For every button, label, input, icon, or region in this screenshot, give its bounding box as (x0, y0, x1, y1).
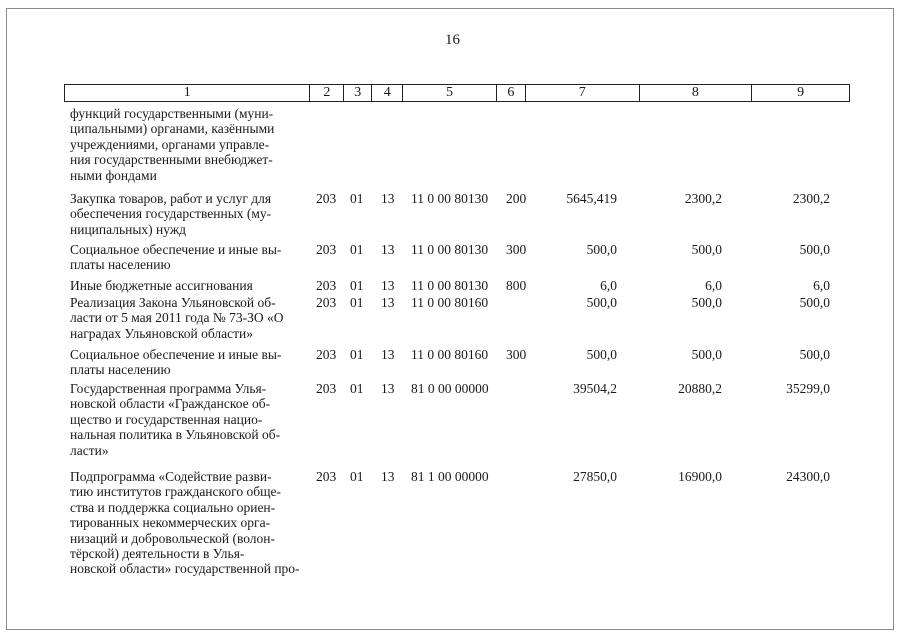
description-line: учреждениями, органами управле- (70, 136, 270, 152)
header-col-6: 6 (497, 85, 526, 101)
amount-col-7: 39504,2 (573, 381, 617, 396)
header-col-7: 7 (526, 85, 640, 101)
amount-col-7: 27850,0 (573, 469, 617, 484)
amount-col-8: 500,0 (691, 242, 722, 257)
code-section: 01 (350, 242, 364, 257)
description-line: Социальное обеспечение и иные вы- (70, 347, 282, 362)
code-section: 01 (350, 381, 364, 396)
amount-col-7: 6,0 (600, 278, 617, 293)
code-section: 01 (350, 469, 364, 484)
description-line: Реализация Закона Ульяновской об- (70, 295, 276, 310)
code-subsection: 13 (381, 278, 395, 293)
description-line: наградах Ульяновской области» (70, 325, 253, 341)
code-ministry: 203 (316, 295, 337, 310)
amount-col-8: 16900,0 (678, 469, 722, 484)
amount-col-7: 5645,419 (566, 191, 617, 206)
code-ministry: 203 (316, 242, 337, 257)
row-description (70, 381, 304, 458)
amount-col-9: 500,0 (799, 295, 830, 310)
amount-col-9: 500,0 (799, 347, 830, 362)
row-description (70, 347, 304, 378)
header-col-5: 5 (403, 85, 497, 101)
code-ministry: 203 (316, 469, 337, 484)
code-subsection: 13 (381, 347, 395, 362)
description-line: тированных некоммерческих орга- (70, 515, 271, 531)
row-description (70, 295, 304, 341)
description-line: Подпрограмма «Содействие разви- (70, 469, 272, 484)
code-subsection: 13 (381, 242, 395, 257)
code-section: 01 (350, 191, 364, 206)
amount-col-9: 500,0 (799, 242, 830, 257)
description-line: ласти от 5 мая 2011 года № 73-ЗО «О (70, 310, 284, 326)
amount-col-7: 500,0 (586, 295, 617, 310)
code-target-article: 11 0 00 80130 (411, 278, 489, 293)
amount-col-8: 500,0 (691, 295, 722, 310)
code-section: 01 (350, 278, 364, 293)
header-col-9: 9 (797, 85, 805, 100)
amount-col-9: 6,0 (813, 278, 830, 293)
code-ministry: 203 (316, 191, 337, 206)
description-line: ципальными) органами, казёнными (70, 121, 275, 137)
code-expense-type: 300 (506, 242, 527, 257)
code-target-article: 11 0 00 80160 (411, 347, 489, 362)
description-line: Социальное обеспечение и иные вы- (70, 242, 282, 257)
amount-col-8: 500,0 (691, 347, 722, 362)
page-number: 16 (445, 32, 460, 48)
code-subsection: 13 (381, 191, 395, 206)
amount-col-9: 24300,0 (786, 469, 830, 484)
description-line: ства и поддержка социально ориен- (70, 499, 276, 515)
description-line: ными фондами (70, 167, 157, 183)
code-subsection: 13 (381, 469, 395, 484)
amount-col-8: 20880,2 (678, 381, 722, 396)
description-line: щество и государственная нацио- (70, 411, 263, 427)
amount-col-9: 35299,0 (786, 381, 830, 396)
row-description (70, 469, 304, 577)
amount-col-7: 500,0 (586, 347, 617, 362)
code-subsection: 13 (381, 295, 395, 310)
code-ministry: 203 (316, 381, 337, 396)
code-target-article: 11 0 00 80130 (411, 242, 489, 257)
code-target-article: 81 1 00 00000 (411, 469, 489, 484)
description-line: низаций и добровольческой (волон- (70, 530, 276, 546)
description-line: ласти» (70, 442, 109, 458)
header-col-3: 3 (344, 85, 372, 101)
header-col-8: 8 (640, 85, 753, 101)
amount-col-9: 2300,2 (792, 191, 830, 206)
description-line: тёрской) деятельности в Улья- (70, 546, 245, 562)
header-col-2: 2 (310, 85, 344, 101)
row-description (70, 242, 304, 273)
code-expense-type: 300 (506, 347, 527, 362)
description-line: платы населению (70, 257, 171, 273)
description-line: новской области «Гражданское об- (70, 396, 271, 412)
code-target-article: 11 0 00 80160 (411, 295, 489, 310)
description-line: платы населению (70, 362, 171, 378)
description-line: ния государственными внебюджет- (70, 152, 273, 168)
description-line: Иные бюджетные ассигнования (70, 278, 253, 293)
description-line: ниципальных) нужд (70, 221, 187, 237)
description-line: нальная политика в Ульяновской об- (70, 427, 281, 443)
table-header (64, 84, 850, 102)
row-description (70, 106, 304, 183)
code-ministry: 203 (316, 278, 337, 293)
header-col-1: 1 (65, 85, 310, 101)
code-expense-type: 200 (506, 191, 527, 206)
code-subsection: 13 (381, 381, 395, 396)
code-target-article: 81 0 00 00000 (411, 381, 489, 396)
amount-col-8: 2300,2 (684, 191, 722, 206)
code-expense-type: 800 (506, 278, 527, 293)
row-description (70, 191, 304, 237)
description-line: Закупка товаров, работ и услуг для (70, 191, 272, 206)
code-section: 01 (350, 347, 364, 362)
description-line: функций государственными (муни- (70, 106, 274, 121)
header-col-4: 4 (372, 85, 403, 101)
description-line: тию институтов гражданского обще- (70, 484, 281, 500)
code-target-article: 11 0 00 80130 (411, 191, 489, 206)
amount-col-7: 500,0 (586, 242, 617, 257)
description-line: обеспечения государственных (му- (70, 206, 272, 222)
description-line: новской области» государственной про- (70, 561, 300, 577)
amount-col-8: 6,0 (705, 278, 722, 293)
row-description (70, 278, 304, 293)
code-section: 01 (350, 295, 364, 310)
description-line: Государственная программа Улья- (70, 381, 267, 396)
code-ministry: 203 (316, 347, 337, 362)
